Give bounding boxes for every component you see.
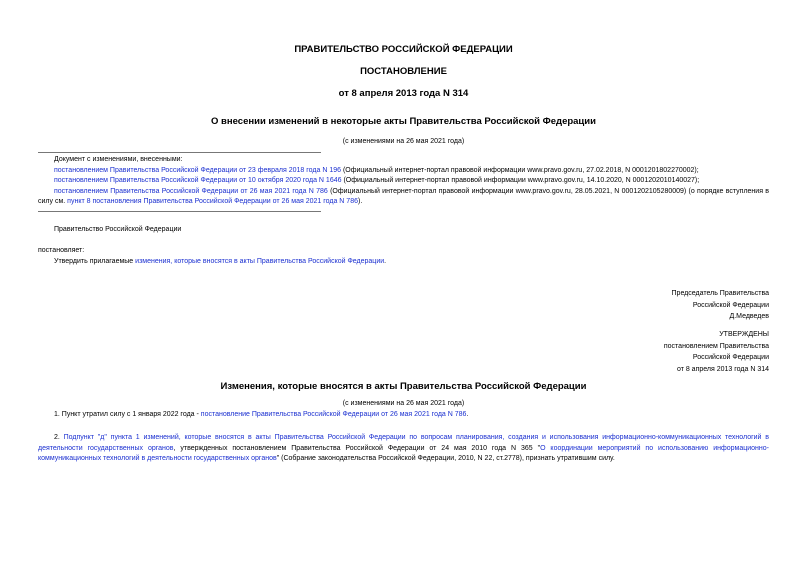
signature-line-2: Российской Федерации	[692, 301, 769, 309]
changes-intro: Документ с изменениями, внесенными:	[54, 156, 183, 163]
document-type: ПОСТАНОВЛЕНИЕ	[360, 66, 447, 77]
change-text-2: (Официальный интернет-портал правовой информации www.pravo.gov.ru, 14.10.2020, N 0001202010140027);	[341, 177, 700, 184]
p1-post: .	[466, 411, 469, 418]
approve-post: .	[384, 257, 387, 265]
approve-link[interactable]: изменения, которые вносятся в акты Правительства Российской Федерации	[135, 257, 385, 265]
approved-block	[664, 329, 769, 375]
change-tail-3: ).	[357, 198, 363, 206]
change-text-1: (Официальный интернет-портал правовой информации www.pravo.gov.ru, 27.02.2018, N 0001201802270002);	[341, 166, 699, 174]
document-date: от 8 апреля 2013 года N 314	[338, 88, 469, 99]
change-text-3: (Официальный интернет-портал правовой информации www.pravo.gov.ru, 28.05.2021, N 0001202105280009) (о порядке вступления в силу см.	[38, 187, 769, 206]
p1-link[interactable]: постановление Правительства Российской Федерации от 26 мая 2021 года N 786	[200, 411, 467, 418]
p2-link-2[interactable]: О координации мероприятий по использованию информационно-коммуникационных технологий в деятельности государственных органов	[38, 444, 770, 463]
divider-top	[38, 152, 321, 153]
signature-line-1: Председатель Правительства	[671, 290, 769, 297]
p2-num: 2.	[54, 434, 64, 441]
document-title: О внесении изменений в некоторые акты Правительства Российской Федерации	[211, 116, 596, 127]
p2-mid: , утвержденных постановлением Правительства Российской Федерации от 24 мая 2010 года N 365 "	[173, 444, 541, 452]
approve-line	[54, 257, 386, 268]
signature-block	[672, 288, 769, 323]
section-amended-note: (с изменениями на 26 мая 2021 года)	[342, 400, 465, 407]
approved-line-3: Российской Федерации	[692, 354, 769, 361]
approved-line-4: от 8 апреля 2013 года N 314	[676, 365, 769, 373]
approved-line-1: УТВЕРЖДЕНЫ	[719, 331, 769, 338]
change-item-3	[38, 187, 769, 208]
change-link-3b[interactable]: пункт 8 постановления Правительства Российской Федерации от 26 мая 2021 года N 786	[67, 198, 358, 206]
change-link-3[interactable]: постановлением Правительства Российской Федерации от 26 мая 2021 года N 786	[54, 187, 328, 195]
approved-line-2: постановлением Правительства	[663, 342, 769, 350]
change-link-2[interactable]: постановлением Правительства Российской Федерации от 10 октября 2020 года N 1646	[54, 177, 342, 184]
approve-pre: Утвердить прилагаемые	[54, 257, 136, 265]
divider-bottom	[38, 211, 321, 212]
section-title: Изменения, которые вносятся в акты Правительства Российской Федерации	[220, 381, 587, 392]
government-heading: ПРАВИТЕЛЬСТВО РОССИЙСКОЙ ФЕДЕРАЦИИ	[294, 44, 513, 55]
change-link-1[interactable]: постановлением Правительства Российской Федерации от 23 февраля 2018 года N 196	[54, 166, 341, 174]
amended-note: (с изменениями на 26 мая 2021 года)	[342, 138, 465, 145]
section-paragraph-2	[38, 433, 769, 465]
p2-link-1[interactable]: Подпункт "д" пункта 1 изменений, которые вносятся в акты Правительства Российской Федерации по вопросам планирования, создания и использования информационно-коммуникационных технологий в деятельности государственных органов	[38, 434, 769, 452]
section-paragraph-1	[54, 410, 468, 421]
change-item-2	[54, 176, 769, 187]
decides-line: постановляет:	[38, 247, 85, 254]
signature-line-3: Д.Медведев	[729, 313, 769, 320]
government-line: Правительство Российской Федерации	[54, 226, 182, 233]
change-item-1	[54, 166, 769, 177]
p2-tail: " (Собрание законодательства Российской Федерации, 2010, N 22, ст.2778), признать утратившим силу.	[276, 455, 615, 463]
p1-pre: 1. Пункт утратил силу с 1 января 2022 года -	[54, 411, 201, 418]
